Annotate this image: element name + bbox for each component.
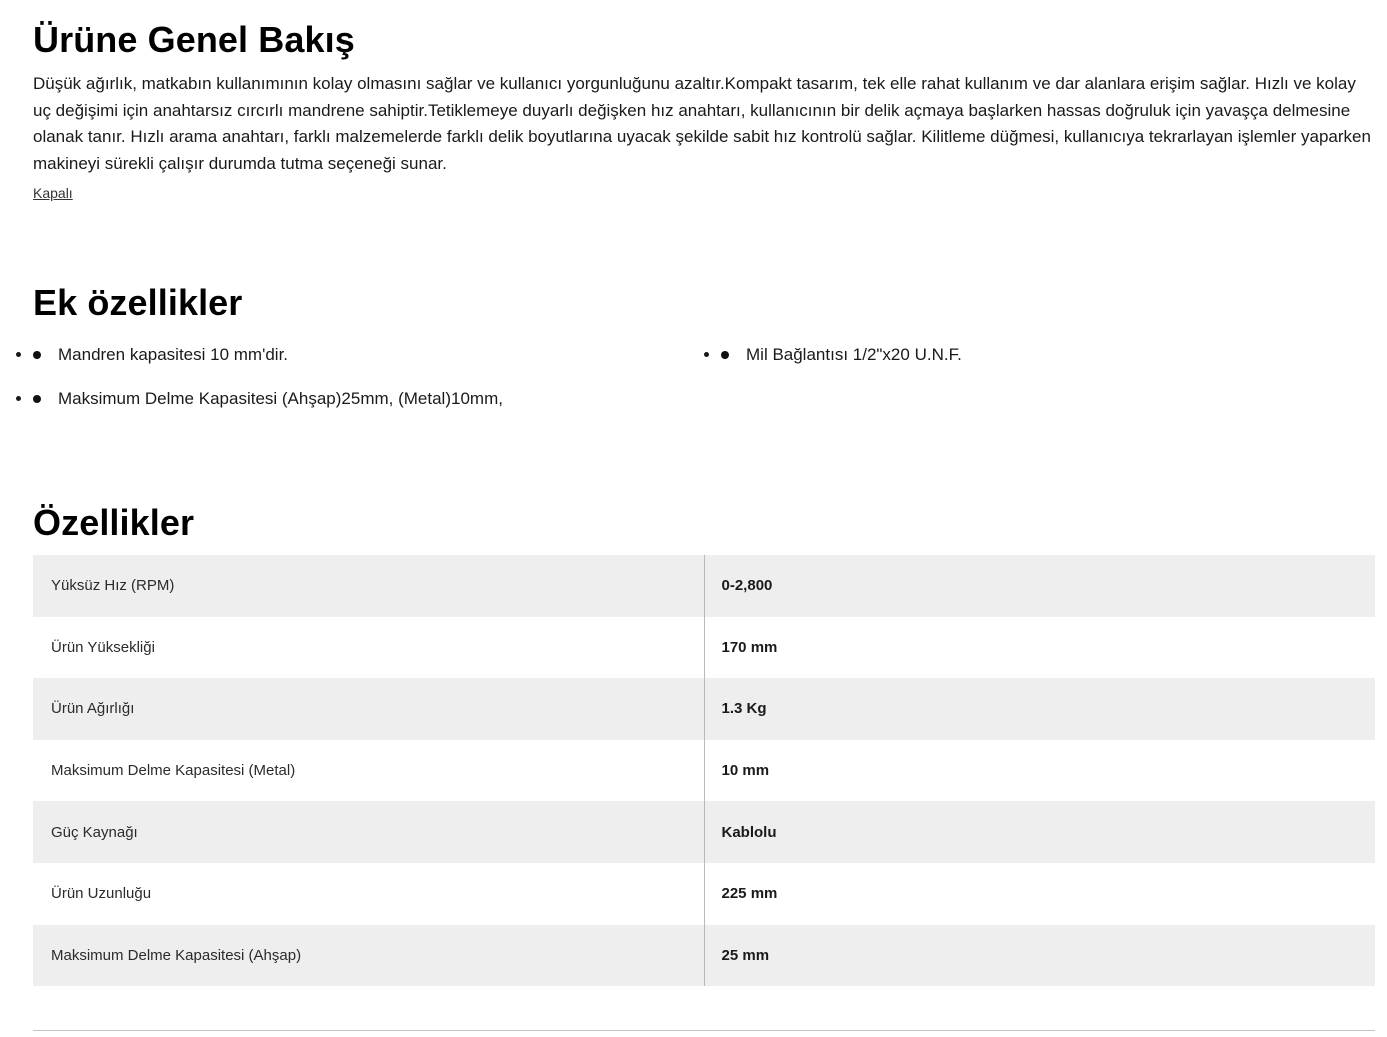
collapse-link[interactable]: Kapalı (33, 185, 73, 201)
specs-table (33, 555, 1375, 986)
overview-title: Ürüne Genel Bakış (33, 19, 355, 60)
spec-row (33, 617, 1375, 679)
spec-label: Yüksüz Hız (RPM) (33, 555, 704, 617)
spec-value: 10 mm (721, 762, 770, 780)
spec-value: 1.3 Kg (721, 700, 767, 718)
spec-label: Ürün Uzunluğu (33, 863, 704, 925)
spec-row (33, 678, 1375, 740)
spec-value: 0-2,800 (721, 577, 773, 595)
spec-row (33, 801, 1375, 863)
spec-label: Maksimum Delme Kapasitesi (Metal) (33, 740, 704, 802)
spec-row (33, 863, 1375, 925)
spec-row (33, 925, 1375, 987)
feature-item (33, 388, 721, 410)
spec-label: Maksimum Delme Kapasitesi (Ahşap) (33, 925, 704, 987)
spec-value: 225 mm (721, 885, 778, 903)
specs-title: Özellikler (33, 502, 195, 543)
spec-label: Ürün Ağırlığı (33, 678, 704, 740)
bottom-divider (33, 1030, 1375, 1031)
feature-item (33, 344, 721, 366)
bullet-icon (33, 351, 41, 359)
spec-row (33, 555, 1375, 617)
bullet-icon (721, 351, 729, 359)
spec-value: Kablolu (721, 823, 777, 841)
features-title: Ek özellikler (33, 282, 243, 323)
features-list (33, 344, 1375, 410)
overview-description: Düşük ağırlık, matkabın kullanımının kolay olmasını sağlar ve kullanıcı yorgunluğunu azaltır.Kompakt tasarım, tek elle rahat kullanım ve dar alanlara erişim sağlar. Hızlı ve kolay uç değişimi için anahtarsız cırcırlı mandrene sahiptir.Tetiklemeye duyarlı değişken hız anahtarı, kullanıcının bir delik açmaya başlarken hassas doğruluk için yavaşça delmesine olanak tanır. Hızlı arama anahtarı, farklı malzemelerde farklı delik boyutlarına uyacak şekilde sabit hız kontrolü sağlar. Kilitleme düğmesi, kullanıcıya tekrarlayan işlemler yaparken makineyi sürekli çalışır durumda tutma seçeneği sunar. (33, 74, 1371, 173)
spec-label: Güç Kaynağı (33, 801, 704, 863)
bullet-icon (33, 395, 41, 403)
feature-item (721, 344, 1375, 366)
feature-text: Maksimum Delme Kapasitesi (Ahşap)25mm, (Metal)10mm, (58, 389, 503, 408)
spec-value: 170 mm (721, 638, 778, 656)
feature-text: Mil Bağlantısı 1/2"x20 U.N.F. (746, 345, 962, 364)
feature-text: Mandren kapasitesi 10 mm'dir. (58, 345, 289, 364)
spec-row (33, 740, 1375, 802)
spec-value: 25 mm (721, 946, 770, 964)
spec-label: Ürün Yüksekliği (33, 617, 704, 679)
